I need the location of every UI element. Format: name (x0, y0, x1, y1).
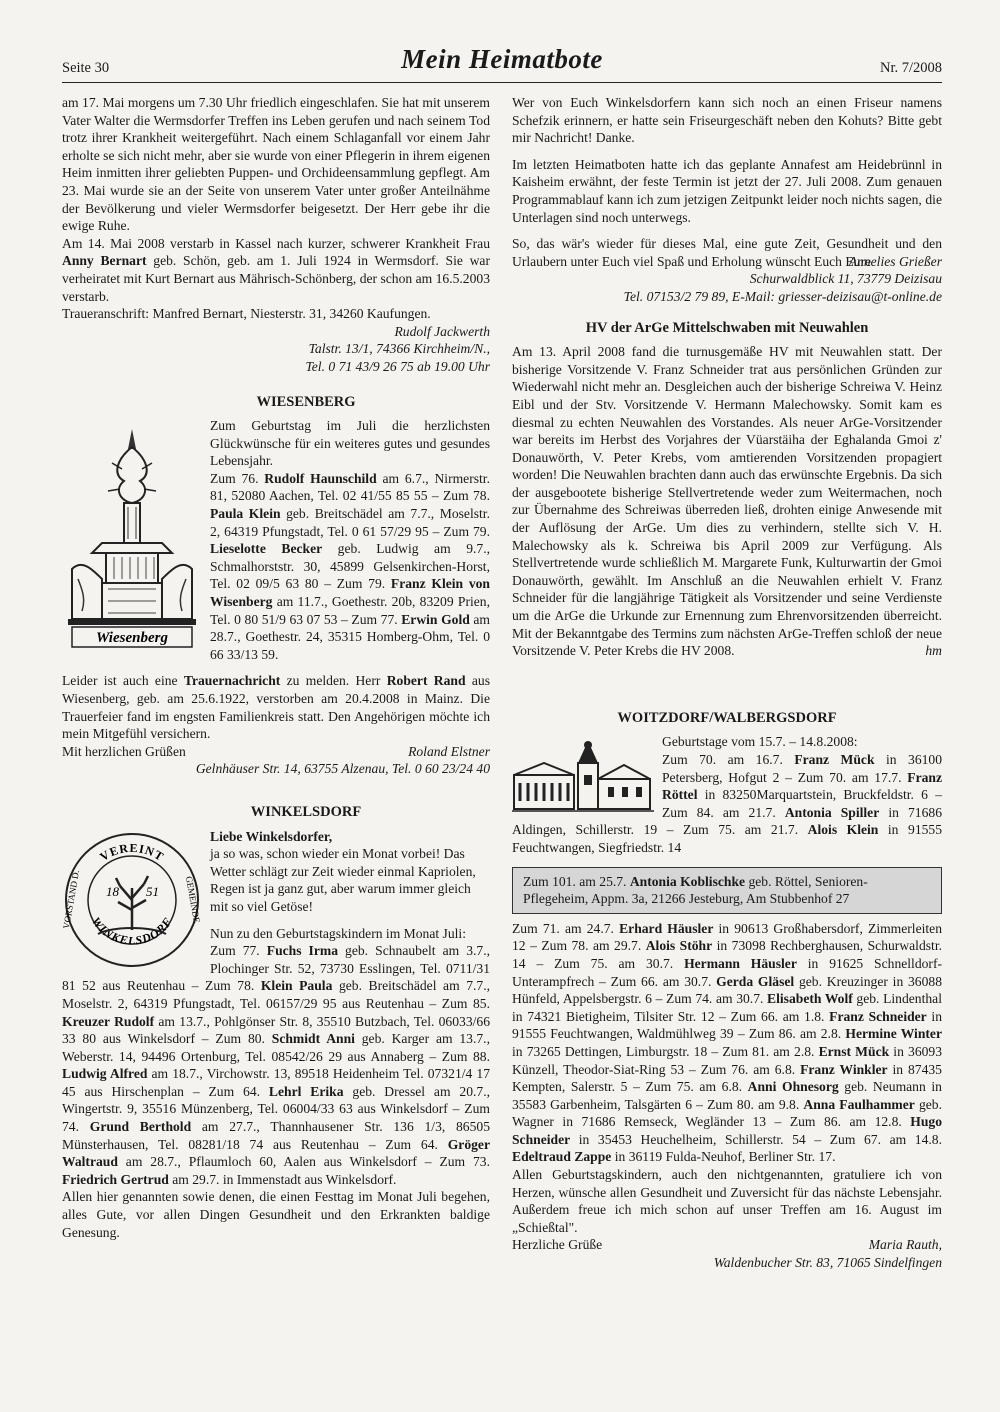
farewell-text: So, das wär's wieder für dieses Mal, eine gute Zeit, Gesundheit und den Urlaubern unter Euch viel Spaß und Erholung wünscht Euch Eure (512, 236, 942, 269)
signature-elstner-address: Gelnhäuser Str. 14, 63755 Alzenau, Tel. 0 60 23/24 40 (195, 761, 490, 777)
winkelsdorf-intro: ja so was, schon wieder ein Monat vorbei! Das Wetter schlägt zur Zeit wieder einmal Kapriolen, Regen ist ja ganz gut, aber warum immer gleich mit so viel Getöse! (210, 846, 476, 914)
winkelsdorf-closing: Allen hier genannten sowie denen, die einen Festtag im Monat Juli begehen, alles Gute, vor allen Dingen Gesundheit und den Erkrankten baldige Genesung. (62, 1189, 490, 1240)
right-column (512, 94, 942, 1272)
woitzdorf-closing: Allen Geburtstagskindern, auch den nichtgenannten, gratuliere ich von Herzen, wünsche allen Gesundheit und Zuversicht für das nächste Lebensjahr. Außerdem freue ich mich schon auf unser Treffen am 16. August im „Schießtal". (512, 1167, 942, 1235)
obituary-text-2: Am 14. Mai 2008 verstarb in Kassel nach kurzer, schwerer Krankheit Frau Anny Bernart geb. Schön, geb. am 1. Juli 1924 in Wermsdorf. Sie war verheiratet mit Kurt Bernart aus Mährisch-Schönberg, der schon am 16.5.2003 verstarb. (62, 235, 490, 304)
wiesenberg-emblem-icon (62, 419, 202, 651)
issue-number: Nr. 7/2008 (879, 60, 942, 76)
signature-rauth-name: Maria Rauth, (868, 1237, 942, 1253)
section-hv-heading: HV der ArGe Mittelschwaben mit Neuwahlen (585, 319, 869, 336)
page-header (62, 44, 942, 83)
highlight-box-101-birthday: Zum 101. am 25.7. Antonia Koblischke geb. Röttel, Senioren-Pflegeheim, Appm. 3a, 21266 Jesteburg, Am Stubbenhof 27 (512, 867, 942, 914)
masthead-title: Mein Heimatbote (401, 44, 603, 74)
seal-left-text: VORSTAND D. (62, 868, 82, 930)
seal-year-left: 18 (106, 883, 119, 899)
winkelsdorf-birthdays: Zum 77. Fuchs Irma geb. Schnaubelt am 3.7., Plochinger Str. 52, 73730 Esslingen, Tel. 0711/31 81 52 aus Reutenhau – Zum 78. Klein Paula geb. Breitschädel am 7.7., Moselstr. 2, 64319 Pfungstadt, Tel. 06157/29 95 aus Reutenhau – Zum 85. Kreuzer Rudolf am 13.7., Pohlgönser Str. 8, 35510 Butzbach, Tel. 06033/66 33 80 aus Winkelsdorf – Zum 80. Schmidt Anni geb. Karger am 13.7., Weberstr. 14, 94496 Ortenburg, Tel. 08542/26 29 aus Annaberg – Zum 88. Ludwig Alfred am 18.7., Virchowstr. 13, 89518 Heidenheim Tel. 07321/4 17 45 aus Hirschenplan – Zum 64. Lehrl Erika geb. Dressel am 20.7., Wingertstr. 9, 35516 Münzenberg, Tel. 06004/33 63 aus Winkelsdorf – Zum 74. Grund Berthold am 27.7., Thannhausener Str. 136 1/3, 86505 Münsterhausen, Tel. 08281/18 74 aus Reutenhau – Zum 64. Gröger Waltraud am 28.7., Pflaumloch 60, Aalen aus Winkelsdorf – Zum 73. Friedrich Gertrud am 29.7. in Immenstadt aus Winkelsdorf. (62, 943, 491, 1187)
seal-top-text: VEREINT (97, 840, 167, 864)
winkelsdorf-intro-2: Nun zu den Geburtstagskindern im Monat Juli: (210, 925, 466, 941)
obituary-text-1: am 17. Mai morgens um 7.30 Uhr friedlich eingeschlafen. Sie hat mit unserem Vater Walter die Wermsdorfer Treffen ins Leben gerufen und nach seinem Tod trotz ihrer Krankheit weitergeführt. Nach einem Schlaganfall vor einem Jahr erholte se sich nicht mehr, aber sie wurde von einer Pflegerin in ihrem eigenen Heim inmitten ihrer geliebten Puppen- und Orchideensammlung gepflegt. Am 23. Mai wurde sie an der Seite von unserem Vater unter großer Anteilnähme der Bevölkerung und vieler Wermsdorfer beigesetzt. Der Herr gebe ihr die ewige Ruhe. (62, 95, 490, 234)
church-village-icon (512, 735, 654, 813)
woitzdorf-birthdays-2: Zum 71. am 24.7. Erhard Häusler in 90613 Großhabersdorf, Zimmerleiten 12 – Zum 78. am 29.7. Alois Stöhr in 73098 Rechberghausen, Schurwaldstr. 14 – Zum 75. am 30.7. Hermann Häusler in 91625 Schnelldorf-Unterampfrech – Zum 66. am 30.7. Gerda Gläsel geb. Kreuzinger in 36088 Hünfeld, Appelsbergstr. 6 – Zum 74. am 30.7. Elisabeth Wolf geb. Lindenthal in 74321 Bietigheim, Tilsiter Str. 12 – Zum 66. am 1.8. Franz Schneider in 91555 Feuchtwangen, Waldmühlweg 39 – Zum 86. am 2.8. Hermine Winter in 73265 Dettingen, Limburgstr. 18 – Zum 81. am 2.8. Ernst Mück in 36093 Künzell, Theodor-Siat-Ring 53 – Zum 76. am 6.8. Franz Winkler in 87435 Kempten, Salerstr. 5 – Zum 75. am 6.8. Anni Ohnesorg geb. Neumann in 35583 Garbenheim, Talsgärten 6 – Zum 80. am 9.8. Anna Faulhammer geb. Wagner in 71686 Remseck, Wegländer 13 – Zum 86. am 12.8. Hugo Schneider in 35453 Heuchelheim, Schillerstr. 54 – Zum 67. am 14.8. Edeltraud Zappe in 36119 Fulda-Neuhof, Berliner Str. 17. (512, 920, 943, 1165)
wiesenberg-emblem (62, 419, 202, 656)
seal-right-text: GEMEINDE (183, 875, 202, 924)
signature-jackwerth-phone: Tel. 0 71 43/9 26 75 ab 19.00 Uhr (305, 358, 490, 374)
woitzdorf-greeting: Herzliche Grüße Maria Rauth, (512, 1237, 942, 1253)
signature-griesser-name: Annelies Grießer (848, 253, 942, 269)
signature-jackwerth-street: Talstr. 13/1, 74366 Kirchheim/N., (308, 341, 490, 357)
seal-year-right: 51 (146, 883, 159, 899)
signature-elstner-name: Roland Elstner (408, 743, 490, 759)
page-number: Seite 30 (62, 60, 110, 76)
winkelsdorf-salute: Liebe Winkelsdorfer, (210, 828, 333, 844)
seal-bottom-text: WINKELSDORF (88, 913, 176, 948)
hv-report: Am 13. April 2008 fand die turnusgemäße HV mit Neuwahlen statt. Der bisherige Vorsitzende V. Franz Schneider trat aus persönlichen Gründen zur Wiederwahl nicht mehr an. Desgleichen auch der bisherige Schreiwa V. Heinz Eibl und der Stv. Vorsitzende V. Hermann Malechowsky. Somit kam es diesmal zu echten Neuwahlen des Vorstandes. Als neuer ArGe-Vorsitzender war bereits im Herbst des Vorjahres der Vüarstäiha der Eghalanda Gmoi z' Donauwörth, V. Peter Krebs, vom amtierenden Vorsitzenden propagiert worden! Die Neuwahlen brachten dann auch das erwünschte Ergebnis. Da sich der ausgebootete bisherige Stellvertretende weder zum Weitermachen, noch zur Übernahme des Schreiwas überreden ließ, drohten einige Anwesende mit der Auflösung der ArGe. Um dies zu verhindern, stellte sich V. H. Malechowsky als k. Schreiwa bis April 2009 zur Verfügung. Als Stellvertretende wurde schließlich M. Margarete Funk, Kulturwartin der Gmoi Donauwörth, gewählt. Im Anschluß an die Neuwahlen erhielt V. Franz Schneider für die langjährige Tätigkeit als Vorsitzender und seine Verdienste um die ArGe die Urkunde zur Ernennung zum Ehrenvorsitzenden überreicht. Mit der Bekanntgabe des Termins zum nächsten ArGe-Treffen schloß der neue Vorsitzende V. Peter Krebs die HV 2008. (512, 344, 942, 659)
section-wiesenberg-heading: WIESENBERG (256, 393, 356, 410)
annafest-note: Im letzten Heimatboten hatte ich das geplante Annafest am Heidebrünnl in Kaisheim erwähnt, der feste Termin ist jetzt der 27. Juli 2008. Zum genauen Programmablauf kann ich zum jetzigen Zeitpunkt leider noch nichts sagen, die Unterlagen sind noch unterwegs. (512, 156, 942, 225)
woitzdorf-birthdays-1: Zum 70. am 16.7. Franz Mück in 36100 Petersberg, Hofgut 2 – Zum 70. am 17.7. Franz Röttel in 83250Marquartstein, Bruckfeldstr. 6 – Zum 84. am 21.7. Antonia Spiller in 71686 Aldingen, Schillerstr. 19 – Zum 75. am 21.7. Alois Klein in 91555 Feuchtwangen, Siegfriedstr. 14 (512, 752, 943, 855)
hv-initials: hm (925, 643, 942, 659)
wiesenberg-intro: Zum Geburtstag im Juli die herzlichsten Glückwünsche für ein weiteres gutes und gesundes Lebensjahr. (210, 418, 490, 469)
woitzdorf-church-image (512, 735, 654, 818)
wiesenberg-mourning: Leider ist auch eine Trauernachricht zu melden. Herr Robert Rand aus Wiesenberg, geb. am 25.6.1922, verstorben am 20.4.2008 in Mainz. Die Trauerfeier fand im engsten Familienkreis statt. Den Angehörigen möchte ich mein Mitgefühl versichern. (62, 673, 490, 742)
winkelsdorf-seal (62, 830, 202, 975)
wiesenberg-greeting: Mit herzlichen Grüßen Roland Elstner (62, 743, 490, 759)
section-winkelsdorf-heading: WINKELSDORF (250, 803, 362, 820)
signature-griesser-address: Schurwaldblick 11, 73779 Deizisau (749, 271, 942, 287)
wiesenberg-birthdays: Zum 76. Rudolf Haunschild am 6.7., Nirmerstr. 81, 52080 Aachen, Tel. 02 41/55 85 55 – Zum 78. Paula Klein geb. Breitschädel am 7.7., Moselstr. 2, 64319 Pfungstadt, Tel. 0 61 57/29 95 – Zum 79. Lieselotte Becker geb. Ludwig am 9.7., Schmalhorststr. 30, 45899 Gelsenkirchen-Horst, Tel. 02 09/5 63 80 – Zum 79. Franz Klein von Wisenberg am 11.7., Goethestr. 20b, 83209 Prien, Tel. 0 80 51/9 63 07 53 – Zum 77. Erwin Gold am 28.7., Goethestr. 24, 35315 Homberg-Ohm, Tel. 0 66 33/13 59. (210, 470, 490, 662)
winkelsdorf-seal-icon (62, 830, 202, 970)
obituary-address: Traueranschrift: Manfred Bernart, Niesterstr. 31, 34260 Kaufungen. (62, 306, 431, 322)
winkelsdorf-friseur-question: Wer von Euch Winkelsdorfern kann sich noch an einen Friseur namens Schefzik erinnern, er hatte sein Friseurgeschäft neben den Kohuts? Bitte gebt mir Nachricht! Danke. (512, 95, 942, 146)
svg-text:VEREINT (97, 840, 166, 863)
woitzdorf-intro: Geburtstage vom 15.7. – 14.8.2008: (662, 734, 858, 750)
section-woitzdorf-heading: WOITZDORF/WALBERGSDORF (617, 709, 837, 726)
signature-jackwerth-name: Rudolf Jackwerth (394, 323, 490, 339)
left-column (62, 94, 490, 1241)
signature-griesser-contact: Tel. 07153/2 79 89, E-Mail: griesser-deizisau@t-online.de (623, 288, 942, 304)
signature-rauth-address: Waldenbucher Str. 83, 71065 Sindelfingen (713, 1255, 942, 1271)
wiesenberg-emblem-label: Wiesenberg (96, 630, 168, 647)
